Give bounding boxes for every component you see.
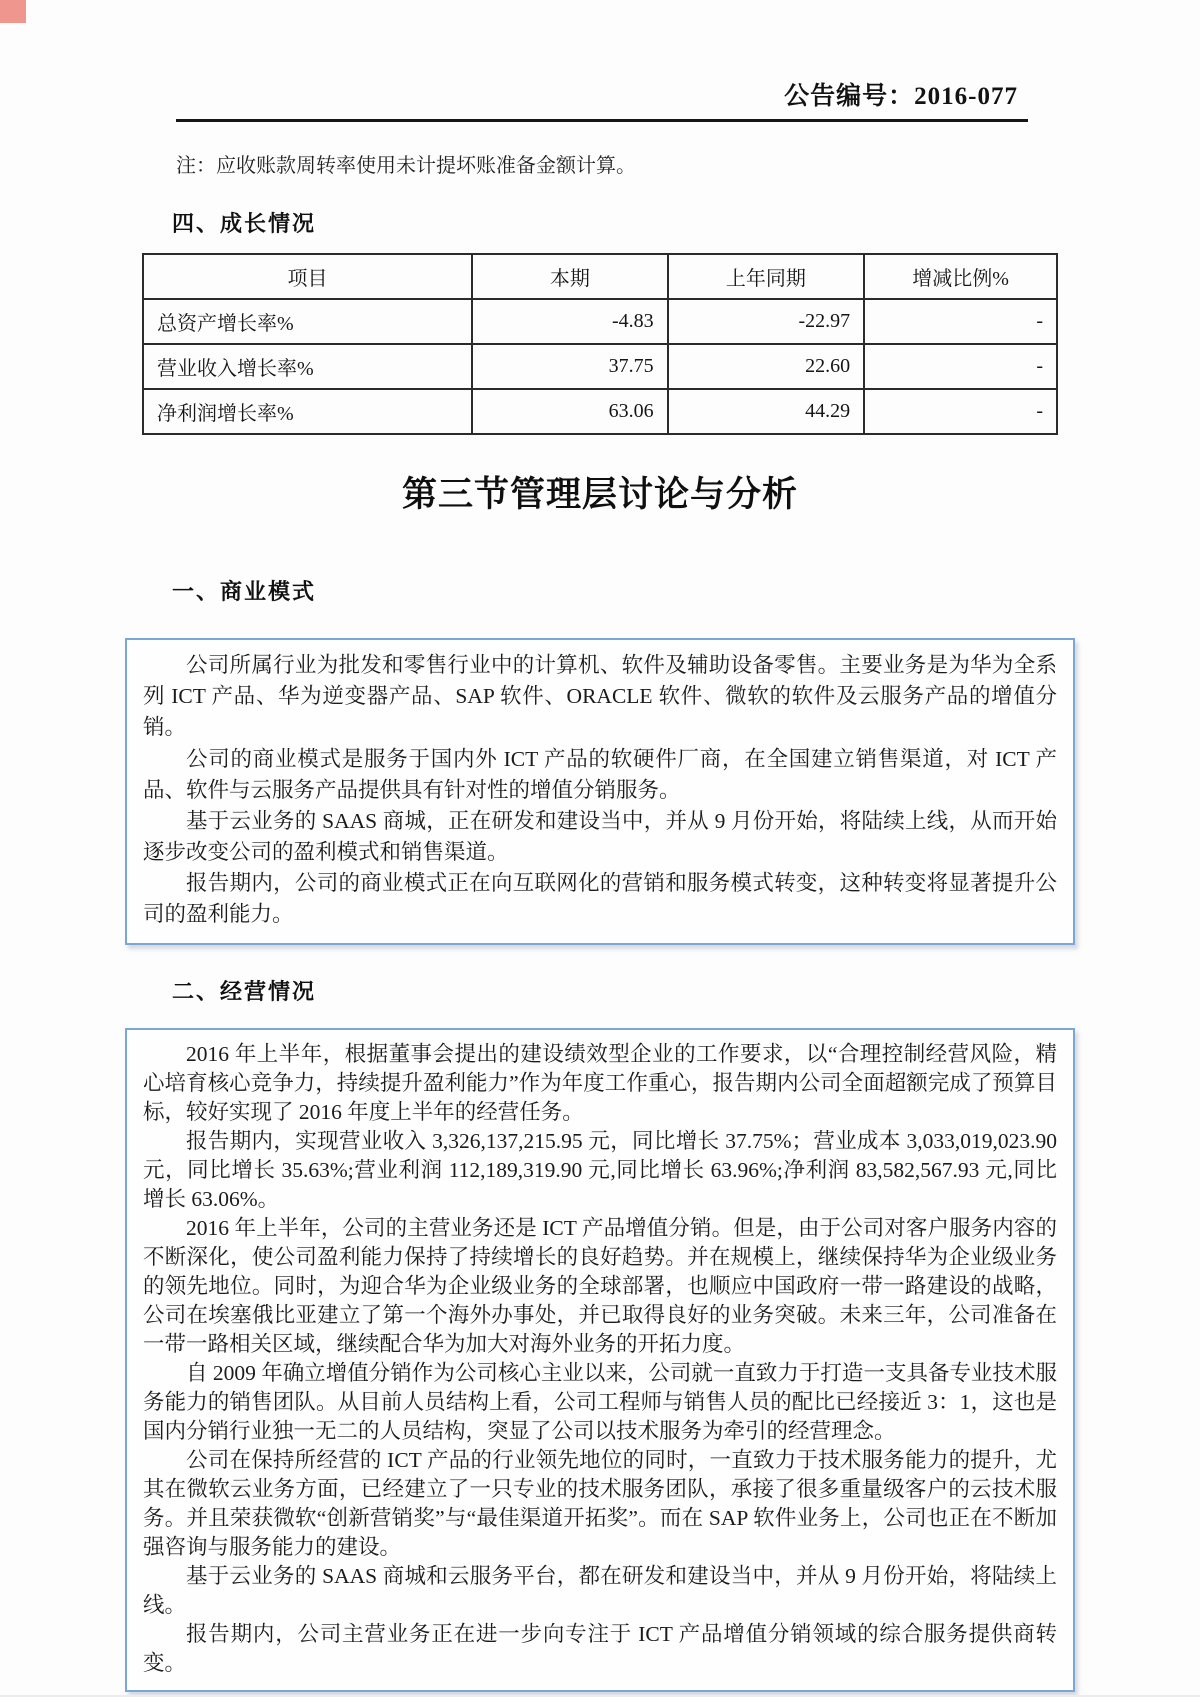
announcement-number: 公告编号：2016-077 (784, 83, 1018, 110)
paragraph: 2016 年上半年，根据董事会提出的建设绩效型企业的工作要求，以“合理控制经营风险，精心培育核心竞争力，持续提升盈利能力”作为年度工作重心，报告期内公司全面超额完成了预算目标，较好实现了 2016 年度上半年的经营任务。 (143, 1041, 1057, 1124)
growth-table (142, 253, 1058, 435)
cell-current-value: 63.06 (472, 389, 668, 434)
cell-current-value: 37.75 (472, 344, 668, 389)
col-header-item: 项目 (143, 254, 472, 299)
table-row-revenue-growth (143, 344, 1057, 389)
table-footnote: 注：应收账款周转率使用未计提坏账准备金额计算。 (176, 155, 636, 177)
operations-text-box (125, 1028, 1075, 1692)
paragraph: 基于云业务的 SAAS 商城和云服务平台，都在研发和建设当中，并从 9 月份开始，将陆续上线。 (143, 1563, 1057, 1617)
paragraph: 报告期内，公司主营业务正在进一步向专注于 ICT 产品增值分销领域的综合服务提供商转变。 (143, 1621, 1057, 1675)
cell-current-value: -4.83 (472, 299, 668, 344)
header-divider (176, 119, 1028, 122)
col-header-prior-period: 上年同期 (668, 254, 865, 299)
section-heading-operations: 二、经营情况 (172, 978, 317, 1004)
scan-corner-red-mark (0, 0, 26, 23)
paragraph: 公司在保持所经营的 ICT 产品的行业领先地位的同时，一直致力于技术服务能力的提升，尤其在微软云业务方面，已经建立了一只专业的技术服务团队，承接了很多重量级客户的云技术服务。并且荣获微软“创新营销奖”与“最佳渠道开拓奖”。而在 SAP 软件业务上，公司也正在不断加强咨询与服务能力的建设。 (143, 1447, 1057, 1559)
section-heading-business-model: 一、商业模式 (172, 579, 317, 604)
cell-item-label: 净利润增长率% (143, 389, 472, 434)
table-row-total-assets-growth (143, 299, 1057, 344)
paragraph: 公司所属行业为批发和零售行业中的计算机、软件及辅助设备零售。主要业务是为华为全系列 ICT 产品、华为逆变器产品、SAP 软件、ORACLE 软件、微软的软件及云服务产品的增值分销。 (143, 653, 1057, 740)
business-model-text-box (125, 638, 1075, 945)
paragraph: 报告期内，实现营业收入 3,326,137,215.95 元，同比增长 37.75%；营业成本 3,033,019,023.90 元，同比增长 35.63%;营业利润 112,189,319.90 元,同比增长 63.96%;净利润 83,582,567.93 元,同比增长 63.06%。 (143, 1128, 1057, 1211)
col-header-current-period: 本期 (472, 254, 668, 299)
col-header-change-ratio: 增减比例% (864, 254, 1057, 299)
cell-change-value: - (864, 299, 1057, 344)
cell-prior-value: 22.60 (668, 344, 865, 389)
paragraph: 2016 年上半年，公司的主营业务还是 ICT 产品增值分销。但是，由于公司对客户服务内容的不断深化，使公司盈利能力保持了持续增长的良好趋势。并在规模上，继续保持华为企业级业务的领先地位。同时，为迎合华为企业级业务的全球部署，也顺应中国政府一带一路建设的战略，公司在埃塞俄比亚建立了第一个海外办事处，并已取得良好的业务突破。未来三年，公司准备在一带一路相关区域，继续配合华为加大对海外业务的开拓力度。 (143, 1215, 1057, 1356)
cell-item-label: 营业收入增长率% (143, 344, 472, 389)
chapter-title: 第三节管理层讨论与分析 (401, 475, 798, 514)
table-row-net-profit-growth (143, 389, 1057, 434)
cell-change-value: - (864, 389, 1057, 434)
paragraph: 自 2009 年确立增值分销作为公司核心主业以来，公司就一直致力于打造一支具备专业技术服务能力的销售团队。从目前人员结构上看，公司工程师与销售人员的配比已经接近 3：1，这也是国内分销行业独一无二的人员结构，突显了公司以技术服务为牵引的经营理念。 (143, 1360, 1057, 1443)
section-heading-growth: 四、成长情况 (172, 211, 317, 236)
cell-prior-value: 44.29 (668, 389, 865, 434)
paragraph: 报告期内，公司的商业模式正在向互联网化的营销和服务模式转变，这种转变将显著提升公司的盈利能力。 (143, 871, 1057, 927)
cell-item-label: 总资产增长率% (143, 299, 472, 344)
paragraph: 公司的商业模式是服务于国内外 ICT 产品的软硬件厂商，在全国建立销售渠道，对 ICT 产品、软件与云服务产品提供具有针对性的增值分销服务。 (143, 746, 1057, 802)
growth-table-header-row (143, 254, 1057, 299)
cell-prior-value: -22.97 (668, 299, 865, 344)
cell-change-value: - (864, 344, 1057, 389)
paragraph: 基于云业务的 SAAS 商城，正在研发和建设当中，并从 9 月份开始，将陆续上线，从而开始逐步改变公司的盈利模式和销售渠道。 (143, 808, 1057, 865)
